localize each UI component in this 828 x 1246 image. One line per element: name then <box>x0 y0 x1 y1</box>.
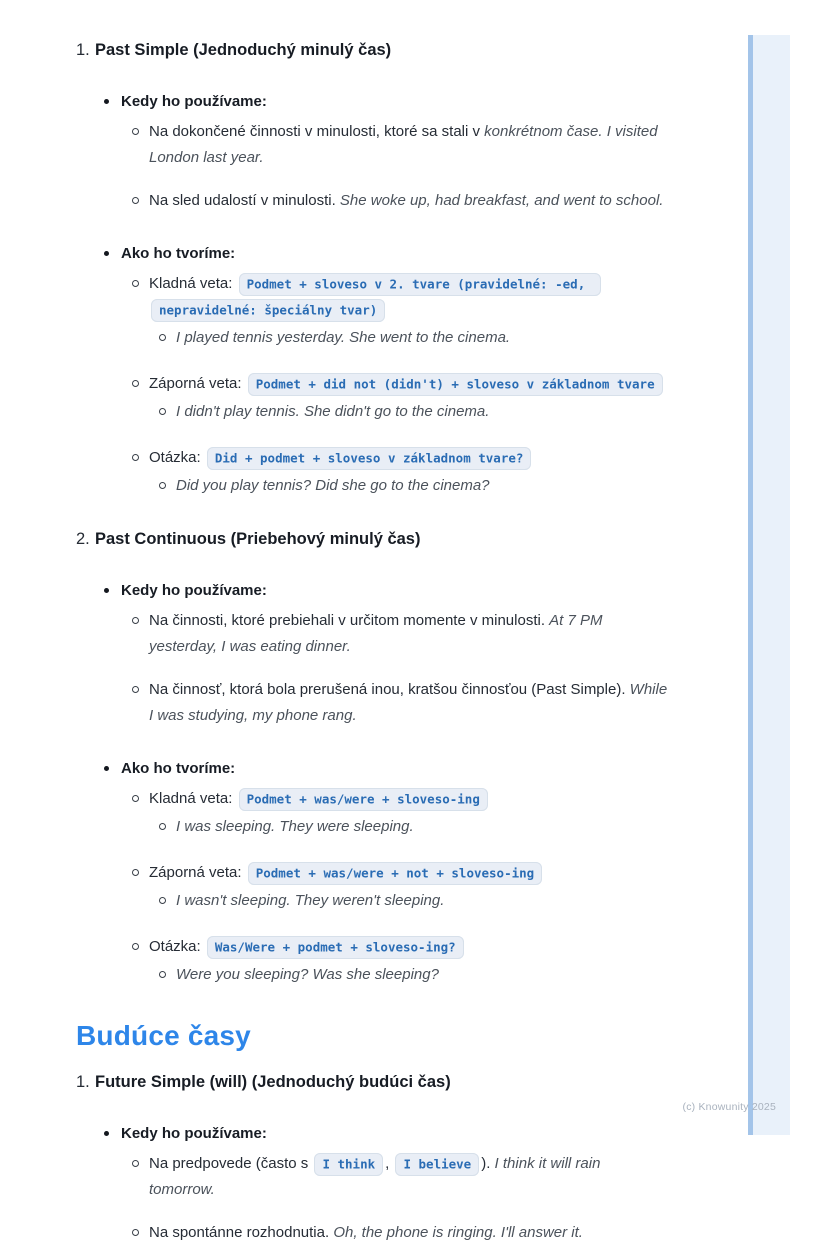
text-run: Na spontánne rozhodnutia. <box>149 1224 334 1241</box>
code-chip: I think <box>314 1153 383 1176</box>
bullet-marker-icon <box>130 445 149 471</box>
text-run: I visited London last year. <box>149 123 658 166</box>
bullet-item-level2 <box>76 445 668 471</box>
bullet-marker-icon <box>157 473 176 499</box>
list-item-text <box>149 271 668 323</box>
text-run: Na činnosti, ktoré prebiehali v určitom momente v minulosti. <box>149 612 550 629</box>
bullet-marker-icon <box>102 756 121 782</box>
list-item-text <box>121 1121 668 1147</box>
text-run: Future Simple (will) (Jednoduchý budúci čas) <box>95 1073 451 1091</box>
bullet-item-level2 <box>76 786 668 812</box>
list-number: 1. <box>76 41 90 59</box>
code-chip: Podmet + did not (didn't) + sloveso v základnom tvare <box>248 373 663 396</box>
code-chip: Did + podmet + sloveso v základnom tvare? <box>207 447 532 470</box>
text-run: Kedy ho používame: <box>121 582 267 599</box>
bullet-item-level1 <box>76 241 668 267</box>
bullet-marker-icon <box>102 1121 121 1147</box>
bullet-marker-icon <box>130 608 149 634</box>
text-run: Ako ho tvoríme: <box>121 760 236 777</box>
example-item <box>76 325 668 351</box>
list-item-text <box>149 188 668 214</box>
code-chip: Was/Were + podmet + sloveso-ing? <box>207 936 464 959</box>
numbered-list-item <box>76 527 668 551</box>
text-run: konkrétnom čase. <box>484 123 603 140</box>
text-run: Otázka: <box>149 449 205 466</box>
bullet-item-level1 <box>76 1121 668 1147</box>
list-item-text <box>149 445 668 471</box>
section-heading-text <box>76 1018 668 1054</box>
section-heading <box>76 1018 668 1054</box>
bullet-item-level2 <box>76 119 668 171</box>
bullet-item-level1 <box>76 756 668 782</box>
bullet-item-level2 <box>76 188 668 214</box>
list-item-text <box>176 473 668 499</box>
text-run: I didn't play tennis. She didn't go to the cinema. <box>176 403 490 420</box>
text-run: Ako ho tvoríme: <box>121 245 236 262</box>
copyright-watermark: (c) Knowunity 2025 <box>682 1101 776 1113</box>
list-item-text <box>176 399 668 425</box>
bullet-marker-icon <box>130 119 149 145</box>
text-run: I wasn't sleeping. They weren't sleeping. <box>176 892 445 909</box>
example-item <box>76 814 668 840</box>
bullet-item-level2 <box>76 1151 668 1203</box>
text-run: I think it will rain tomorrow. <box>149 1155 601 1198</box>
bullet-item-level2 <box>76 934 668 960</box>
bullet-item-level1 <box>76 578 668 604</box>
list-item-text <box>176 325 668 351</box>
bullet-marker-icon <box>157 962 176 988</box>
list-number: 1. <box>76 1073 90 1091</box>
bullet-item-level2 <box>76 371 668 397</box>
text-run: Past Simple (Jednoduchý minulý čas) <box>95 41 392 59</box>
bullet-marker-icon <box>130 1220 149 1246</box>
bullet-marker-icon <box>130 188 149 214</box>
list-item-text <box>121 89 668 115</box>
bullet-item-level2 <box>76 1220 668 1246</box>
list-item-text <box>121 578 668 604</box>
bullet-marker-icon <box>157 399 176 425</box>
text-run: Na činnosť, ktorá bola prerušená inou, kratšou činnosťou (Past Simple). <box>149 681 630 698</box>
text-run: ). <box>481 1155 495 1172</box>
bullet-marker-icon <box>130 860 149 886</box>
text-run: Otázka: <box>149 938 205 955</box>
text-run: Kladná veta: <box>149 790 237 807</box>
text-run: Did you play tennis? Did she go to the cinema? <box>176 477 490 494</box>
bullet-marker-icon <box>102 578 121 604</box>
list-item-text <box>95 1070 668 1094</box>
text-run: , <box>385 1155 394 1172</box>
bullet-marker-icon <box>157 814 176 840</box>
code-chip: Podmet + was/were + sloveso-ing <box>239 788 488 811</box>
list-item-text <box>149 1220 668 1246</box>
list-item-text <box>149 786 668 812</box>
bullet-marker-icon <box>130 786 149 812</box>
list-item-text <box>176 888 668 914</box>
list-number: 2. <box>76 530 90 548</box>
text-run: Kedy ho používame: <box>121 1125 267 1142</box>
list-item-text <box>149 1151 668 1203</box>
list-item-text <box>176 814 668 840</box>
example-item <box>76 888 668 914</box>
example-item <box>76 473 668 499</box>
list-item-text <box>149 934 668 960</box>
list-item-text <box>176 962 668 988</box>
numbered-list-item <box>76 38 668 62</box>
bullet-item-level1 <box>76 89 668 115</box>
bullet-marker-icon <box>130 271 149 297</box>
text-run: Were you sleeping? Was she sleeping? <box>176 966 439 983</box>
text-run: She woke up, had breakfast, and went to school. <box>339 192 664 209</box>
text-run: Záporná veta: <box>149 375 246 392</box>
bullet-marker-icon <box>130 677 149 703</box>
list-item-text <box>149 371 668 397</box>
text-run: Kladná veta: <box>149 275 237 292</box>
text-run: Na predpovede (často s <box>149 1155 313 1172</box>
bullet-marker-icon <box>130 371 149 397</box>
text-run: At 7 PM yesterday, I was eating dinner. <box>149 612 603 655</box>
bullet-marker-icon <box>102 89 121 115</box>
text-run: Na dokončené činnosti v minulosti, ktoré sa stali v <box>149 123 485 140</box>
numbered-list-item <box>76 1070 668 1094</box>
list-item-text <box>95 38 668 62</box>
bullet-item-level2 <box>76 271 668 323</box>
list-item-text <box>149 608 668 660</box>
text-run: I was sleeping. They were sleeping. <box>176 818 414 835</box>
list-item-text <box>149 860 668 886</box>
bullet-marker-icon <box>102 241 121 267</box>
bullet-marker-icon <box>157 325 176 351</box>
text-run: While I was studying, my phone rang. <box>149 681 668 724</box>
bullet-item-level2 <box>76 860 668 886</box>
list-item-text <box>121 756 668 782</box>
code-chip: Podmet + sloveso v 2. tvare (pravidelné: -ed, nepravidelné: špeciálny tvar) <box>151 273 601 322</box>
code-chip: Podmet + was/were + not + sloveso-ing <box>248 862 542 885</box>
list-item-text <box>149 677 668 729</box>
text-run: Na sled udalostí v minulosti. <box>149 192 340 209</box>
text-run: Kedy ho používame: <box>121 93 267 110</box>
text-run: Past Continuous (Priebehový minulý čas) <box>95 530 421 548</box>
bullet-item-level2 <box>76 677 668 729</box>
text-run: Budúce časy <box>76 1020 251 1051</box>
bullet-item-level2 <box>76 608 668 660</box>
page-edge-strip <box>748 35 790 1135</box>
list-item-text <box>95 527 668 551</box>
list-item-text <box>149 119 668 171</box>
text-run: I played tennis yesterday. She went to the cinema. <box>176 329 511 346</box>
text-run: Oh, the phone is ringing. I'll answer it. <box>333 1224 583 1241</box>
example-item <box>76 962 668 988</box>
example-item <box>76 399 668 425</box>
bullet-marker-icon <box>130 934 149 960</box>
text-run: Záporná veta: <box>149 864 246 881</box>
bullet-marker-icon <box>157 888 176 914</box>
list-item-text <box>121 241 668 267</box>
bullet-marker-icon <box>130 1151 149 1177</box>
code-chip: I believe <box>395 1153 479 1176</box>
